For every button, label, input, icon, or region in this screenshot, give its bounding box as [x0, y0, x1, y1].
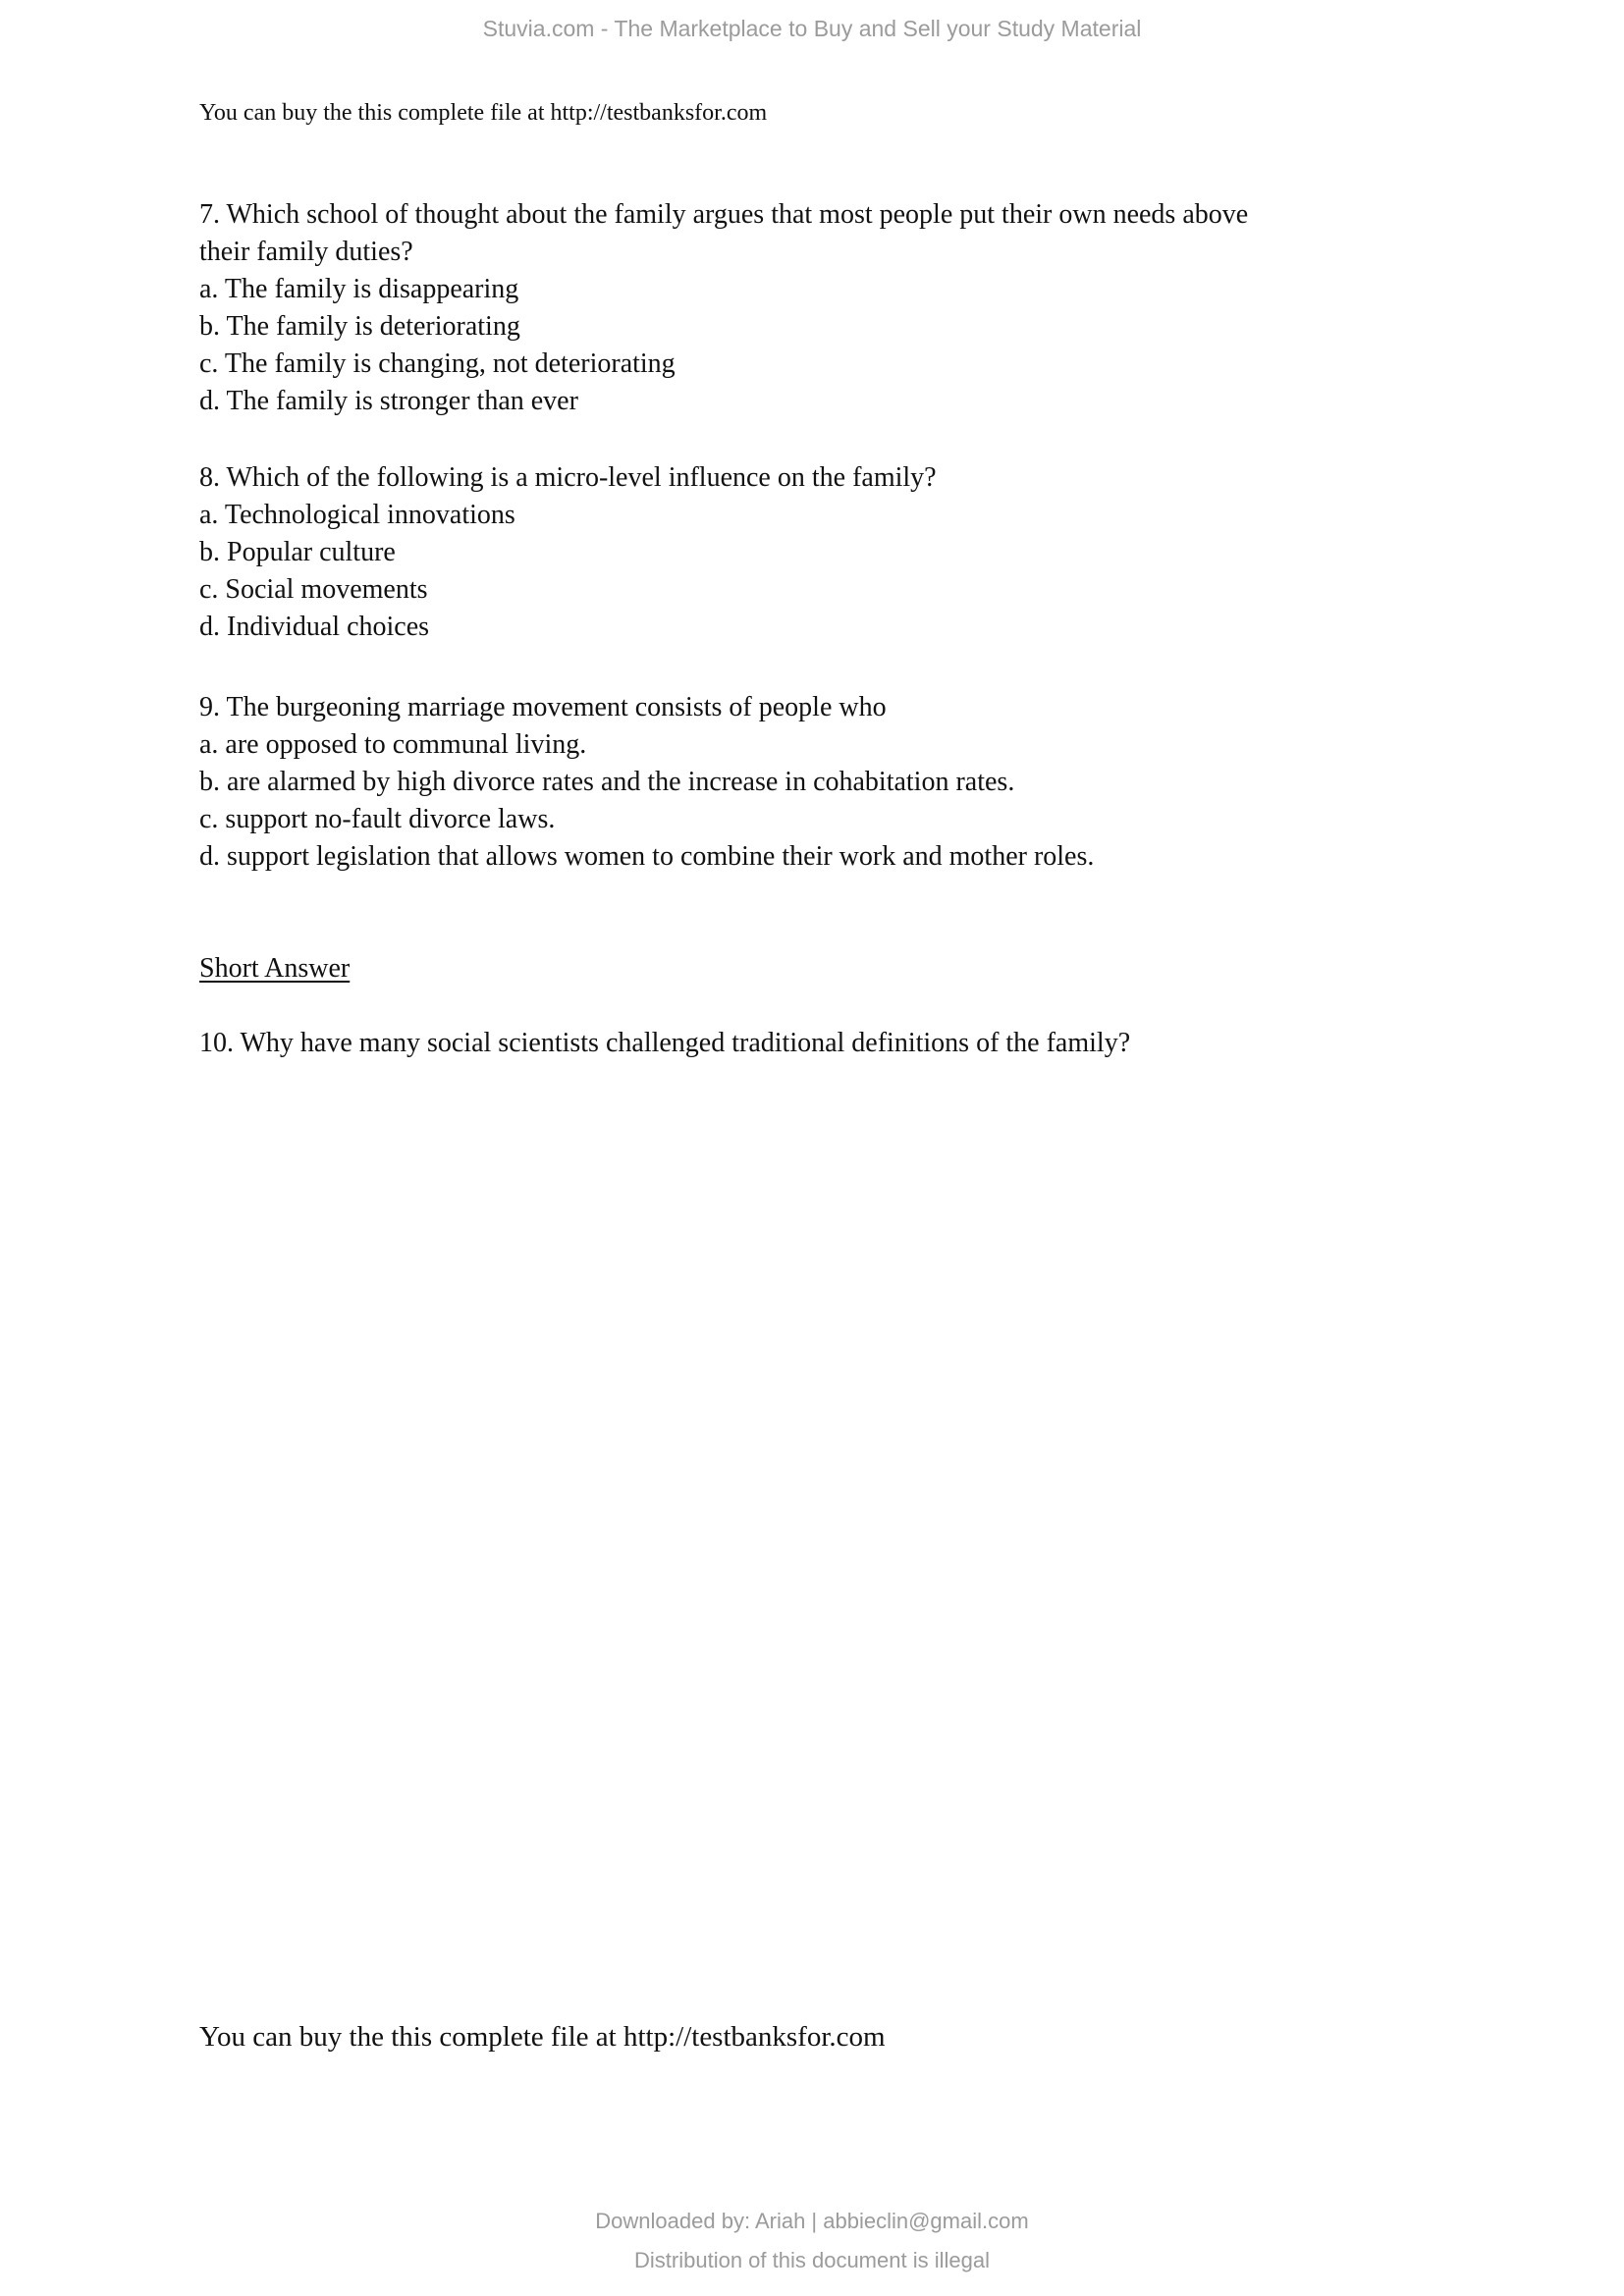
- question-10-text-line-1: 10. Why have many social scientists challenged traditional definitions of the family?: [199, 1028, 1131, 1058]
- short-answer-section: [199, 950, 350, 988]
- footer: [0, 2202, 1624, 2280]
- question-8-option-c: c. Social movements: [199, 574, 428, 605]
- stuvia-watermark-header: Stuvia.com - The Marketplace to Buy and Sell your Study Material: [482, 16, 1142, 41]
- question-7-option-c: c. The family is changing, not deteriorating: [199, 348, 676, 379]
- question-9-text-line-1: 9. The burgeoning marriage movement consists of people who: [199, 692, 887, 722]
- question-8-text-line-1: 8. Which of the following is a micro-level influence on the family?: [199, 462, 937, 493]
- question-7-option-b: b. The family is deteriorating: [199, 311, 520, 342]
- purchase-notice-top: You can buy the this complete file at http://testbanksfor.com: [199, 100, 768, 126]
- question-9: [199, 689, 1094, 876]
- question-9-option-a: a. are opposed to communal living.: [199, 729, 587, 760]
- footer-downloaded-by: Downloaded by: Ariah | abbieclin@gmail.com: [595, 2209, 1029, 2233]
- question-9-option-c: c. support no-fault divorce laws.: [199, 804, 556, 834]
- question-9-option-d: d. support legislation that allows women to combine their work and mother roles.: [199, 841, 1095, 872]
- purchase-notice-bottom: You can buy the this complete file at http://testbanksfor.com: [199, 2021, 886, 2053]
- question-8-option-b: b. Popular culture: [199, 537, 396, 567]
- question-7-option-a: a. The family is disappearing: [199, 274, 519, 304]
- question-7-text-line-2: their family duties?: [199, 237, 413, 267]
- question-9-option-b: b. are alarmed by high divorce rates and the increase in cohabitation rates.: [199, 767, 1015, 797]
- question-7-option-d: d. The family is stronger than ever: [199, 386, 578, 416]
- question-8-option-d: d. Individual choices: [199, 612, 430, 642]
- question-8-option-a: a. Technological innovations: [199, 500, 515, 530]
- short-answer-heading: Short Answer: [199, 953, 351, 984]
- question-7-text-line-1: 7. Which school of thought about the family argues that most people put their own needs above: [199, 199, 1249, 230]
- footer-distribution-warning: Distribution of this document is illegal: [634, 2248, 990, 2272]
- question-10: [199, 1025, 1130, 1062]
- question-8: [199, 459, 937, 646]
- question-7: [199, 196, 1248, 420]
